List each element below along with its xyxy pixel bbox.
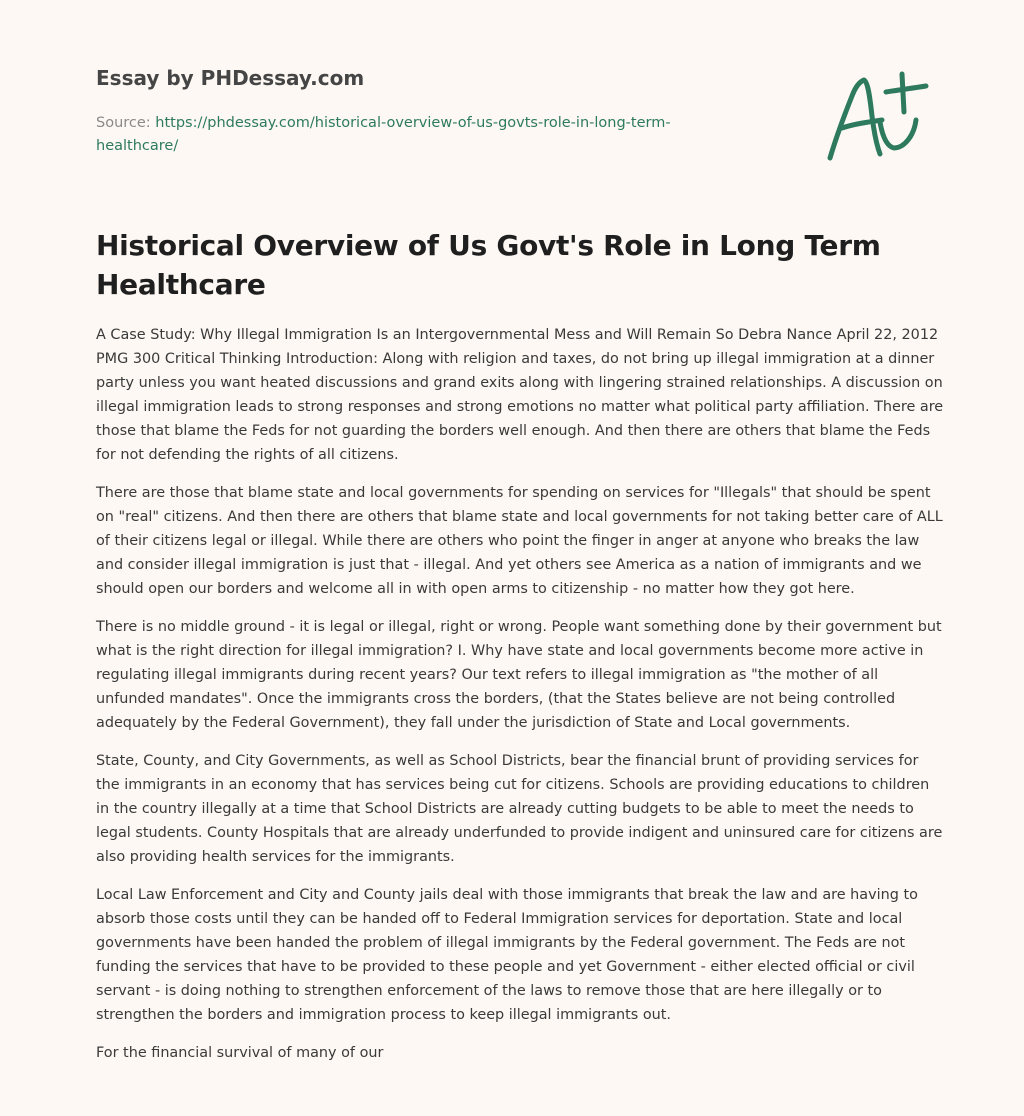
essay-body bbox=[96, 323, 944, 1079]
source-line bbox=[96, 112, 736, 158]
site-title: Essay by PHDessay.com bbox=[96, 66, 365, 90]
a-plus-grade-icon bbox=[822, 68, 932, 168]
essay-paragraph: Local Law Enforcement and City and County jails deal with those immigrants that break the law and are having to absorb those costs until they can be handed off to Federal Immigration services for deportation. State and local governments have been handed the problem of illegal immigrants by the Federal government. The Feds are not funding the services that have to be provided to these people and yet Government - either elected official or civil servant - is doing nothing to strengthen enforcement of the laws to remove those that are here illegally or to strengthen the borders and immigration process to keep illegal immigrants out. bbox=[96, 887, 918, 1023]
essay-paragraph: For the financial survival of many of our bbox=[96, 1045, 384, 1061]
source-link[interactable]: https://phdessay.com/historical-overview-of-us-govts-role-in-long-term-healthcare/ bbox=[96, 115, 671, 154]
essay-paragraph: There are those that blame state and local governments for spending on services for "Illegals" that should be spent on "real" citizens. And then there are others that blame state and local governments for not taking better care of ALL of their citizens legal or illegal. While there are others who point the finger in anger at anyone who breaks the law and consider illegal immigration is just that - illegal. And yet others see America as a nation of immigrants and we should open our borders and welcome all in with open arms to citizenship - no matter how they got here. bbox=[96, 485, 943, 597]
essay-paragraph: State, County, and City Governments, as well as School Districts, bear the financial brunt of providing services for the immigrants in an economy that has services being cut for citizens. Schools are providing educations to children in the country illegally at a time that School Districts are already cutting budgets to be able to meet the needs to legal students. County Hospitals that are already underfunded to provide indigent and uninsured care for citizens are also providing health services for the immigrants. bbox=[96, 753, 943, 865]
essay-title: Historical Overview of Us Govt's Role in Long Term Healthcare bbox=[96, 229, 881, 301]
essay-paragraph: There is no middle ground - it is legal or illegal, right or wrong. People want something done by their government but what is the right direction for illegal immigration? I. Why have state and local governments become more active in regulating illegal immigrants during recent years? Our text refers to illegal immigration as "the mother of all unfunded mandates". Once the immigrants cross the borders, (that the States believe are not being controlled adequately by the Federal Government), they fall under the jurisdiction of State and Local governments. bbox=[96, 619, 942, 731]
essay-paragraph: A Case Study: Why Illegal Immigration Is an Intergovernmental Mess and Will Remain So Debra Nance April 22, 2012 PMG 300 Critical Thinking Introduction: Along with religion and taxes, do not bring up illegal immigration at a dinner party unless you want heated discussions and grand exits along with lingering strained relationships. A discussion on illegal immigration leads to strong responses and strong emotions no matter what political party affiliation. There are those that blame the Feds for not guarding the borders well enough. And then there are others that blame the Feds for not defending the rights of all citizens. bbox=[96, 327, 944, 463]
source-label: Source: bbox=[96, 115, 151, 131]
